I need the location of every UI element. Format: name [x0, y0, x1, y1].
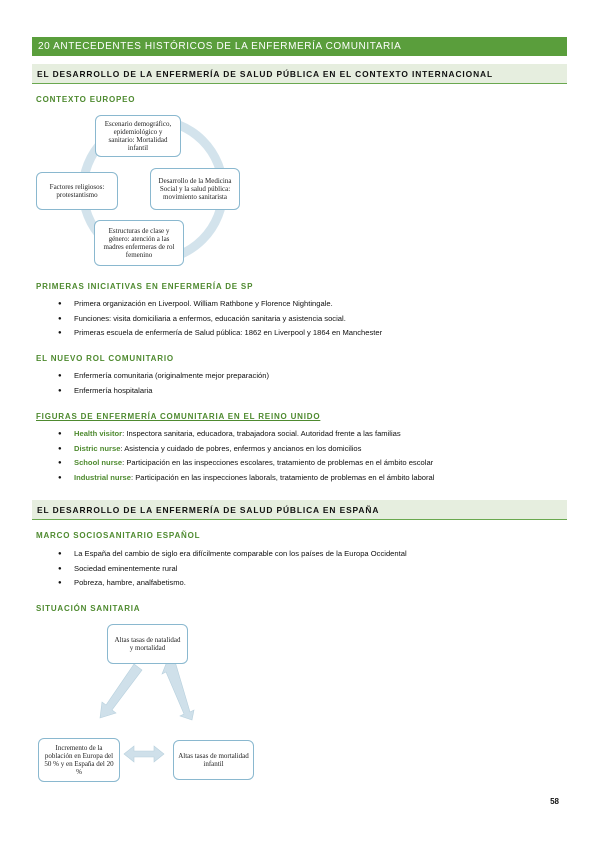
- list-item: [58, 471, 434, 486]
- subheading-contexto-europeo: CONTEXTO EUROPEO: [36, 95, 136, 104]
- page-title: 20 ANTECEDENTES HISTÓRICOS DE LA ENFERMERÍA COMUNITARIA: [32, 37, 567, 56]
- cycle-node-religiosos: Factores religiosos: protestantismo: [36, 172, 118, 210]
- term-description: : Inspectora sanitaria, educadora, trabajadora social. Autoridad frente a las familias: [122, 429, 401, 438]
- term-distric-nurse: Distric nurse: [74, 443, 121, 453]
- primeras-list: [58, 297, 382, 341]
- list-item: ● Pobreza, hambre, analfabetismo.: [58, 576, 407, 591]
- node-incremento-poblacion: Incremento de la población en Europa del 50 % y en España del 20 %: [38, 738, 120, 782]
- cycle-diagram: [30, 108, 280, 273]
- nuevo-rol-list: [58, 369, 269, 398]
- list-item: [58, 456, 434, 471]
- section-heading-internacional: EL DESARROLLO DE LA ENFERMERÍA DE SALUD PÚBLICA EN EL CONTEXTO INTERNACIONAL: [32, 64, 567, 84]
- term-health-visitor: Health visitor: [74, 429, 123, 438]
- cycle-node-estructuras: Estructuras de clase y género: atención a las madres enfermeras de rol femenino: [94, 220, 184, 266]
- cycle-node-medicina-social: Desarrollo de la Medicina Social y la salud pública: movimiento sanitarista: [150, 168, 240, 210]
- subheading-marco: MARCO SOCIOSANITARIO ESPAÑOL: [36, 531, 201, 540]
- list-item: ● Enfermería hospitalaria: [58, 384, 269, 399]
- arrow-right-diagonal: [162, 658, 194, 720]
- node-natalidad: Altas tasas de natalidad y mortalidad: [107, 624, 188, 664]
- triangle-diagram: [30, 620, 290, 790]
- page-number: 58: [550, 797, 559, 806]
- list-item: ● Primera organización en Liverpool. William Rathbone y Florence Nightingale.: [58, 297, 382, 312]
- list-item: ● Enfermería comunitaria (originalmente mejor preparación): [58, 369, 269, 384]
- arrow-left-diagonal: [100, 664, 142, 718]
- list-item: ● Sociedad eminentemente rural: [58, 562, 407, 577]
- arrow-horizontal: [124, 746, 164, 762]
- section-heading-espana: EL DESARROLLO DE LA ENFERMERÍA DE SALUD PÚBLICA EN ESPAÑA: [32, 500, 567, 520]
- list-item: ● Funciones: visita domiciliaria a enfermos, educación sanitaria y asistencia social.: [58, 312, 382, 327]
- marco-list: [58, 547, 407, 591]
- list-item: ● Primeras escuela de enfermería de Salud pública: 1862 en Liverpool y 1864 en Manchester: [58, 326, 382, 341]
- list-item: [58, 427, 434, 442]
- term-description: : Participación en las inspecciones laborals, tratamiento de problemas en el ámbito laboral: [130, 472, 435, 482]
- term-description: : Asistencia y cuidado de pobres, enfermos y ancianos en los domicilios: [120, 443, 362, 453]
- subheading-primeras-iniciativas: PRIMERAS INICIATIVAS EN ENFERMERÍA DE SP: [36, 282, 254, 291]
- list-item: ● La España del cambio de siglo era difícilmente comparable con los países de la Europa Occidental: [58, 547, 407, 562]
- subheading-situacion-sanitaria: SITUACIÓN SANITARIA: [36, 604, 141, 613]
- figuras-list: [58, 427, 434, 485]
- cycle-node-demografico: Escenario demográfico, epidemiológico y sanitario: Mortalidad infantil: [95, 115, 181, 157]
- term-school-nurse: School nurse: [74, 458, 123, 467]
- term-description: : Participación en las inspecciones escolares, tratamiento de problemas en el ámbito escolar: [122, 458, 434, 467]
- term-industrial-nurse: Industrial nurse: [74, 472, 131, 482]
- subheading-nuevo-rol: EL NUEVO ROL COMUNITARIO: [36, 354, 174, 363]
- subheading-figuras: FIGURAS DE ENFERMERÍA COMUNITARIA EN EL REINO UNIDO: [36, 412, 321, 421]
- node-mortalidad-infantil: Altas tasas de mortalidad infantil: [173, 740, 254, 780]
- list-item: [58, 442, 434, 457]
